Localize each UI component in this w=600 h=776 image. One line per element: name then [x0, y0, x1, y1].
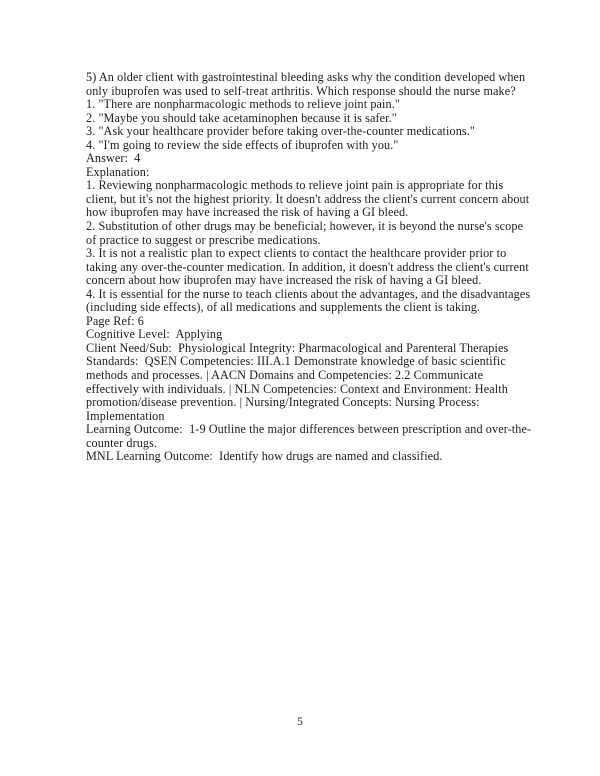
standards-line: Standards: QSEN Competencies: III.A.1 Demonstrate knowledge of basic scientific [86, 354, 506, 369]
explanation-line: of practice to suggest or prescribe medications. [86, 232, 321, 247]
explanation-line: 3. It is not a realistic plan to expect clients to contact the healthcare provider prior to [86, 246, 507, 261]
client-need-line: Client Need/Sub: Physiological Integrity: Pharmacological and Parenteral Therapies [86, 340, 509, 355]
explanation-section [86, 166, 556, 315]
page-ref-line: Page Ref: 6 [86, 313, 144, 328]
standards-line: methods and processes. | AACN Domains and Competencies: 2.2 Communicate [86, 368, 484, 383]
answer-option-1: 1. "There are nonpharmacologic methods to relieve joint pain." [86, 97, 400, 112]
explanation-line: 4. It is essential for the nurse to teach clients about the advantages, and the disadvantages [86, 286, 531, 301]
explanation-line: how ibuprofen may have increased the risk of having a GI bleed. [86, 205, 409, 220]
metadata-section [86, 315, 556, 464]
standards-line: effectively with individuals. | NLN Competencies: Context and Environment: Health [86, 381, 508, 396]
explanation-line: taking any over-the-counter medication. In addition, it doesn't address the client's current [86, 259, 529, 274]
question-stem-line: 5) An older client with gastrointestinal bleeding asks why the condition developed when [86, 70, 526, 84]
answer-option-4: 4. "I'm going to review the side effects of ibuprofen with you." [86, 137, 399, 152]
explanation-line: concern about how ibuprofen may have increased the risk of having a GI bleed. [86, 273, 482, 288]
answer-options [86, 98, 556, 152]
question-block [86, 71, 556, 464]
explanation-line: client, but it's not the highest priority. It doesn't address the client's current concern about [86, 191, 530, 206]
question-stem [86, 71, 556, 98]
answer-option-3: 3. "Ask your healthcare provider before taking over-the-counter medications." [86, 124, 475, 139]
standards-line: Implementation [86, 408, 165, 423]
cognitive-level-line: Cognitive Level: Applying [86, 327, 223, 342]
explanation-line: (including side effects), of all medications and supplements the client is taking. [86, 300, 481, 315]
mnl-learning-outcome-line: MNL Learning Outcome: Identify how drugs are named and classified. [86, 449, 443, 464]
answer-line: Answer: 4 [86, 151, 141, 166]
learning-outcome-line: counter drugs. [86, 435, 158, 450]
question-stem-line: only ibuprofen was used to self-treat arthritis. Which response should the nurse make? [86, 83, 516, 98]
learning-outcome-line: Learning Outcome: 1-9 Outline the major differences between prescription and over-the- [86, 422, 532, 437]
standards-line: promotion/disease prevention. | Nursing/Integrated Concepts: Nursing Process: [86, 395, 480, 410]
page-number: 5 [297, 716, 303, 728]
explanation-heading: Explanation: [86, 164, 150, 179]
answer-option-2: 2. "Maybe you should take acetaminophen because it is safer." [86, 110, 397, 125]
explanation-line: 2. Substitution of other drugs may be beneficial; however, it is beyond the nurse's scope [86, 219, 524, 234]
explanation-line: 1. Reviewing nonpharmacologic methods to relieve joint pain is appropriate for this [86, 178, 504, 193]
